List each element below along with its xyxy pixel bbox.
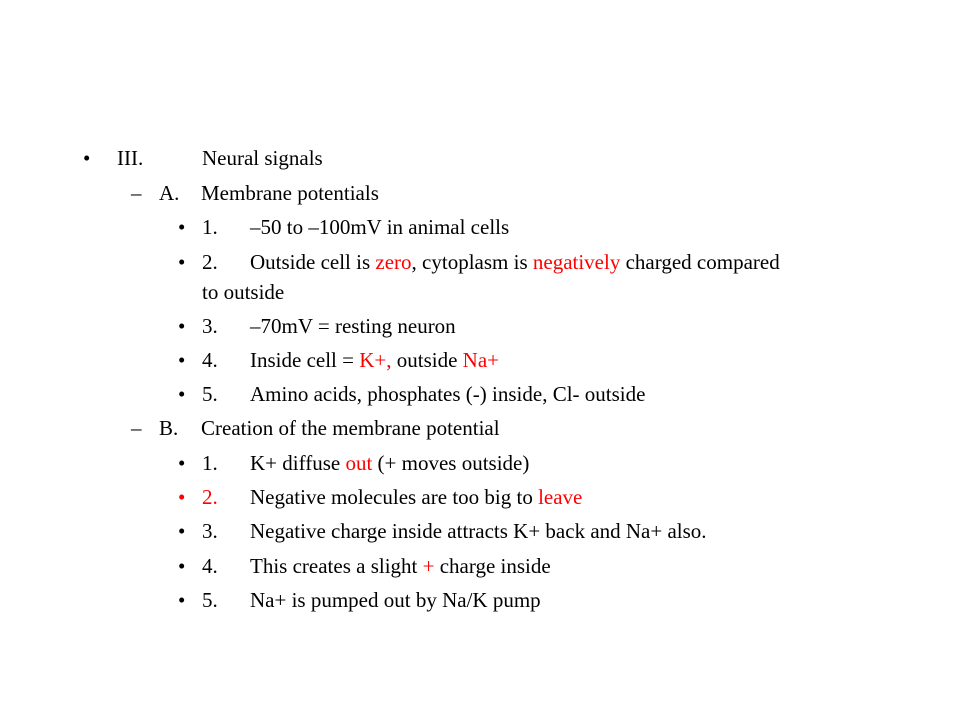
text-segment: Negative molecules are too big to	[250, 485, 539, 509]
bullet-dot: •	[83, 146, 91, 170]
text-segment: Outside cell is	[250, 250, 376, 274]
item-text	[250, 553, 551, 579]
item-number: 3.	[202, 314, 218, 338]
section-a-text: Membrane potentials	[201, 181, 379, 205]
highlighted-text: K+,	[359, 348, 392, 372]
item-text-continuation: to outside	[202, 280, 285, 304]
bullet-dot: •	[178, 215, 186, 239]
text-segment: , cytoplasm is	[411, 250, 533, 274]
item-number: 5.	[202, 588, 218, 612]
highlighted-text: zero	[375, 250, 412, 274]
heading-text: Neural signals	[202, 146, 323, 170]
item-number: 4.	[202, 554, 218, 578]
bullet-dot: •	[178, 348, 186, 372]
bullet-dot: •	[178, 382, 186, 406]
text-segment: This creates a slight	[250, 554, 423, 578]
item-number: 3.	[202, 519, 218, 543]
item-text: Na+ is pumped out by Na/K pump	[250, 588, 541, 612]
bullet-dot: •	[178, 451, 186, 475]
bullet-dot: •	[178, 519, 186, 543]
text-segment: charge inside	[434, 554, 551, 578]
bullet-dash: –	[131, 181, 142, 205]
item-text	[250, 347, 499, 373]
highlighted-text: +	[422, 554, 435, 578]
item-text: Amino acids, phosphates (-) inside, Cl- outside	[250, 382, 646, 406]
item-number: 5.	[202, 382, 218, 406]
item-text	[250, 450, 529, 476]
item-number: 4.	[202, 348, 218, 372]
bullet-dot: •	[178, 485, 186, 509]
text-segment: (+ moves outside)	[372, 451, 530, 475]
section-a-number: A.	[159, 181, 180, 205]
bullet-dot: •	[178, 314, 186, 338]
bullet-dot: •	[178, 588, 186, 612]
text-segment: charged compared	[620, 250, 780, 274]
item-number: 2.	[202, 250, 218, 274]
text-segment: Inside cell =	[250, 348, 360, 372]
item-number: 2.	[202, 485, 218, 509]
highlighted-text: out	[345, 451, 373, 475]
item-text	[250, 484, 582, 510]
item-text	[250, 249, 780, 275]
item-text: Negative charge inside attracts K+ back and Na+ also.	[250, 519, 707, 543]
text-segment: K+ diffuse	[250, 451, 346, 475]
text-segment: outside	[391, 348, 463, 372]
bullet-dot: •	[178, 250, 186, 274]
section-b-text: Creation of the membrane potential	[201, 416, 500, 440]
item-number: 1.	[202, 215, 218, 239]
heading-number: III.	[117, 146, 144, 170]
bullet-dot: •	[178, 554, 186, 578]
highlighted-text: leave	[538, 485, 583, 509]
item-text: –50 to –100mV in animal cells	[250, 215, 510, 239]
bullet-dash: –	[131, 416, 142, 440]
item-number: 1.	[202, 451, 218, 475]
item-text: –70mV = resting neuron	[250, 314, 456, 338]
highlighted-text: negatively	[532, 250, 621, 274]
highlighted-text: Na+	[462, 348, 500, 372]
section-b-number: B.	[159, 416, 179, 440]
